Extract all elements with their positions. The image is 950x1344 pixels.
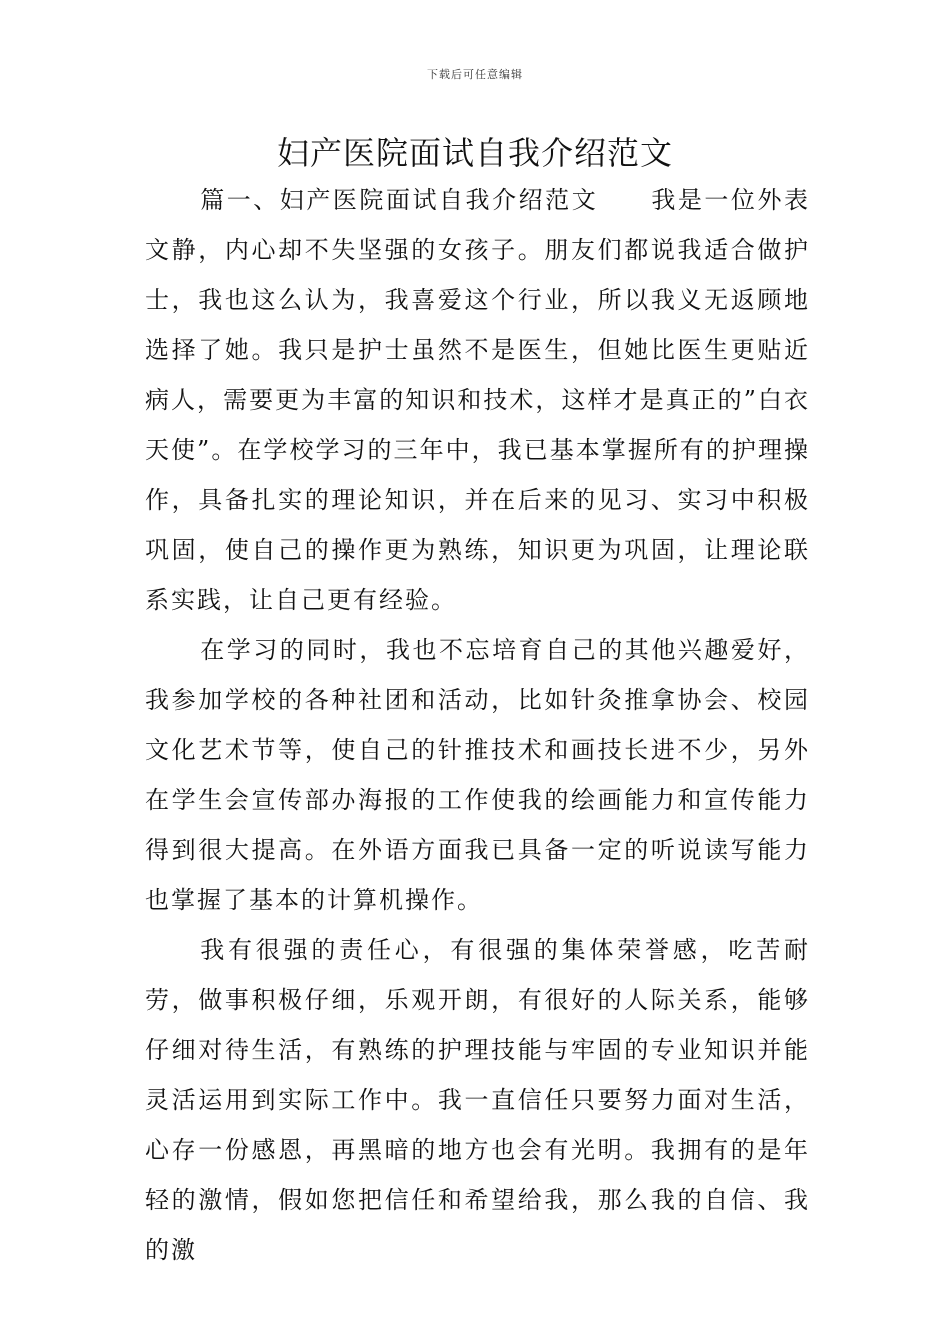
paragraph-1: 篇一、妇产医院面试自我介绍范文 我是一位外表文静，内心却不失坚强的女孩子。朋友们都说我适合做护士，我也这么认为，我喜爱这个行业，所以我义无返顾地选择了她。我只是护士虽然不是医生，但她比医生更贴近病人，需要更为丰富的知识和技术，这样才是真正的”白衣天使”。在学校学习的三年中，我已基本掌握所有的护理操作，具备扎实的理论知识，并在后来的见习、实习中积极巩固，使自己的操作更为熟练，知识更为巩固，让理论联系实践，让自己更有经验。 (145, 186, 810, 614)
document-title: 妇产医院面试自我介绍范文 (276, 134, 673, 172)
document-body (145, 175, 810, 1275)
paragraph-3: 我有很强的责任心，有很强的集体荣誉感，吃苦耐劳，做事积极仔细，乐观开朗，有很好的人际关系，能够仔细对待生活，有熟练的护理技能与牢固的专业知识并能灵活运用到实际工作中。我一直信任只要努力面对生活，心存一份感恩，再黑暗的地方也会有光明。我拥有的是年轻的激情，假如您把信任和希望给我，那么我的自信、我的激 (145, 936, 810, 1264)
header-note: 下载后可任意编辑 (427, 68, 523, 81)
paragraph-2: 在学习的同时，我也不忘培育自己的其他兴趣爱好，我参加学校的各种社团和活动，比如针灸推拿协会、校园文化艺术节等，使自己的针推技术和画技长进不少，另外在学生会宣传部办海报的工作使我的绘画能力和宣传能力得到很大提高。在外语方面我已具备一定的听说读写能力也掌握了基本的计算机操作。 (145, 636, 810, 914)
